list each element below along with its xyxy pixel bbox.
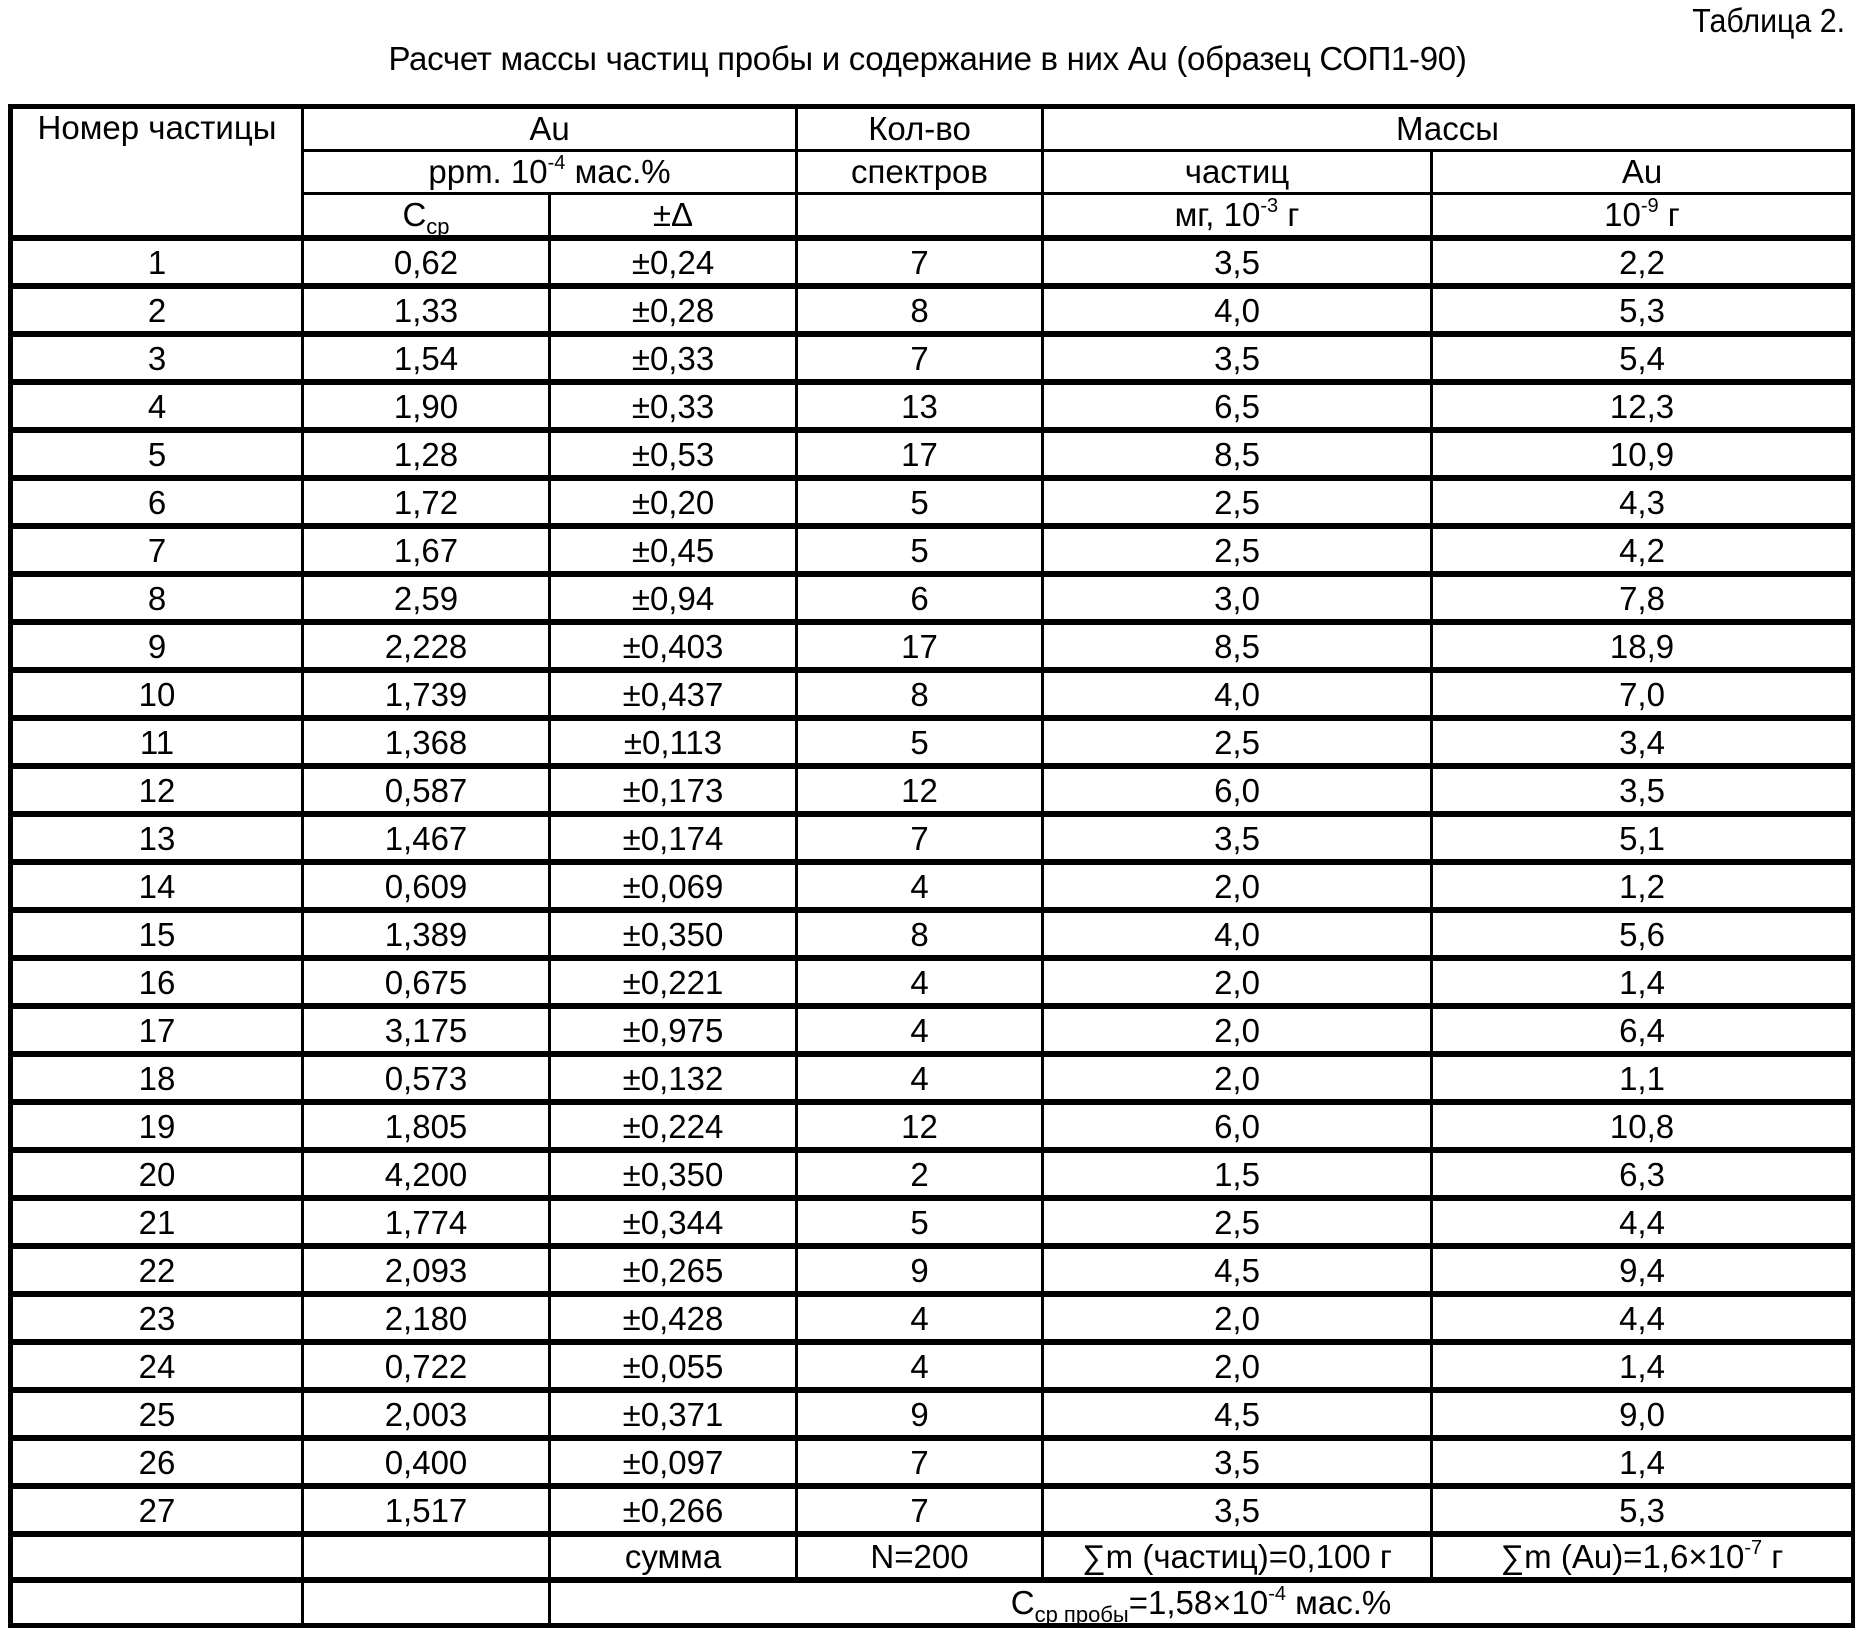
cell-au-mass: 6,3 [1432,1150,1854,1198]
cell-c-avg: 2,093 [303,1246,550,1294]
cell-particle-mass: 8,5 [1043,430,1432,478]
cell-delta: ±0,055 [550,1342,797,1390]
cell-delta: ±0,224 [550,1102,797,1150]
cell-particle-mass: 2,0 [1043,1294,1432,1342]
cell-particle-number: 24 [11,1342,303,1390]
cell-particle-number: 6 [11,478,303,526]
cell-particle-mass: 3,5 [1043,1486,1432,1534]
cell-particle-mass: 2,0 [1043,862,1432,910]
cell-au-mass: 1,4 [1432,958,1854,1006]
cell-c-avg: 1,33 [303,286,550,334]
cell-particle-mass: 4,5 [1043,1390,1432,1438]
cell-spectra-count: 8 [797,670,1043,718]
cell-au-mass: 12,3 [1432,382,1854,430]
cell-particle-mass: 6,5 [1043,382,1432,430]
cell-spectra-count: 13 [797,382,1043,430]
cell-spectra-count: 5 [797,478,1043,526]
cell-particle-number: 9 [11,622,303,670]
table-row [11,1198,1854,1246]
cell-particle-number: 23 [11,1294,303,1342]
table-row [11,1342,1854,1390]
cell-spectra-count: 7 [797,334,1043,382]
table-row [11,238,1854,286]
cell-delta: ±0,173 [550,766,797,814]
cell-particle-mass: 3,5 [1043,1438,1432,1486]
table-row [11,478,1854,526]
cell-delta: ±0,069 [550,862,797,910]
cell-particle-mass: 2,5 [1043,526,1432,574]
cell-spectra-count: 9 [797,1246,1043,1294]
table-row [11,814,1854,862]
header-au-mass-units: $10^{-9}$ г [1432,194,1854,239]
cell-particle-number: 14 [11,862,303,910]
summary-sum-au: ∑m $(Au)=1,6\times 10^{-7}$ г [1432,1534,1854,1580]
cell-au-mass: 5,6 [1432,910,1854,958]
cell-delta: ±0,24 [550,238,797,286]
table-row [11,382,1854,430]
cell-au-mass: 7,8 [1432,574,1854,622]
sample-average-concentration: $C_{ср пробы}=1,58\times 10^{-4}$ мас.% [550,1580,1854,1626]
cell-delta: ±0,20 [550,478,797,526]
cell-particle-number: 1 [11,238,303,286]
table-row [11,1102,1854,1150]
cell-particle-mass: 8,5 [1043,622,1432,670]
cell-c-avg: 1,389 [303,910,550,958]
cell-particle-mass: 3,5 [1043,334,1432,382]
cell-particle-number: 20 [11,1150,303,1198]
summary-sum-particles: ∑m (частиц)=0,100 г [1043,1534,1432,1580]
cell-spectra-count: 4 [797,958,1043,1006]
cell-particle-mass: 1,5 [1043,1150,1432,1198]
table-row [11,1438,1854,1486]
cell-au-mass: 5,3 [1432,286,1854,334]
cell-spectra-count: 6 [797,574,1043,622]
cell-delta: ±0,975 [550,1006,797,1054]
cell-au-mass: 1,4 [1432,1342,1854,1390]
cell-delta: ±0,94 [550,574,797,622]
cell-delta: ±0,097 [550,1438,797,1486]
cell-au-mass: 4,3 [1432,478,1854,526]
cell-au-mass: 2,2 [1432,238,1854,286]
table-row [11,334,1854,382]
cell-c-avg: 1,467 [303,814,550,862]
cell-c-avg: 0,573 [303,1054,550,1102]
cell-c-avg: 1,805 [303,1102,550,1150]
cell-delta: ±0,45 [550,526,797,574]
cell-particle-mass: 2,5 [1043,718,1432,766]
cell-particle-mass: 2,0 [1043,1342,1432,1390]
cell-particle-mass: 6,0 [1043,766,1432,814]
cell-particle-number: 3 [11,334,303,382]
cell-c-avg: 0,587 [303,766,550,814]
cell-particle-number: 10 [11,670,303,718]
header-c-avg: $C_{ср}$ [303,194,550,239]
cell-spectra-count: 9 [797,1390,1043,1438]
cell-au-mass: 5,4 [1432,334,1854,382]
cell-spectra-count: 5 [797,718,1043,766]
cell-c-avg: 1,54 [303,334,550,382]
cell-c-avg: 1,517 [303,1486,550,1534]
cell-c-avg: 1,368 [303,718,550,766]
cell-particle-mass: 3,5 [1043,814,1432,862]
cell-delta: ±0,28 [550,286,797,334]
header-particles-units: мг, $10^{-3}$ г [1043,194,1432,239]
cell-delta: ±0,221 [550,958,797,1006]
cell-c-avg: 0,609 [303,862,550,910]
cell-spectra-count: 7 [797,814,1043,862]
header-delta: ±Δ [550,194,797,239]
cell-particle-number: 11 [11,718,303,766]
cell-au-mass: 3,5 [1432,766,1854,814]
sample-empty-2 [303,1580,550,1626]
cell-au-mass: 10,8 [1432,1102,1854,1150]
cell-c-avg: 0,62 [303,238,550,286]
cell-c-avg: 1,90 [303,382,550,430]
cell-au-mass: 5,1 [1432,814,1854,862]
cell-c-avg: 2,228 [303,622,550,670]
cell-au-mass: 7,0 [1432,670,1854,718]
table-row [11,1006,1854,1054]
cell-delta: ±0,371 [550,1390,797,1438]
cell-particle-mass: 2,0 [1043,958,1432,1006]
cell-au-mass: 5,3 [1432,1486,1854,1534]
cell-particle-number: 8 [11,574,303,622]
cell-c-avg: 2,180 [303,1294,550,1342]
particle-mass-table [8,104,1855,1628]
cell-particle-number: 13 [11,814,303,862]
cell-spectra-count: 8 [797,910,1043,958]
cell-particle-mass: 3,5 [1043,238,1432,286]
cell-au-mass: 3,4 [1432,718,1854,766]
cell-au-mass: 4,2 [1432,526,1854,574]
table-row [11,910,1854,958]
table-row [11,958,1854,1006]
table-row [11,574,1854,622]
cell-spectra-count: 2 [797,1150,1043,1198]
cell-au-mass: 10,9 [1432,430,1854,478]
cell-particle-number: 26 [11,1438,303,1486]
header-au-mass: Au [1432,151,1854,194]
summary-empty-2 [303,1534,550,1580]
table-title: Расчет массы частиц пробы и содержание в них Au (образец СОП1-90) [388,40,1467,77]
cell-au-mass: 9,4 [1432,1246,1854,1294]
table-number-label: Таблица 2. [1692,2,1845,39]
header-spectra-count: Кол-во [797,107,1043,151]
cell-delta: ±0,53 [550,430,797,478]
cell-particle-mass: 4,0 [1043,286,1432,334]
sample-average-row [11,1580,1854,1626]
summary-n-total: N=200 [797,1534,1043,1580]
cell-au-mass: 18,9 [1432,622,1854,670]
cell-delta: ±0,403 [550,622,797,670]
summary-row [11,1534,1854,1580]
cell-c-avg: 2,003 [303,1390,550,1438]
cell-c-avg: 3,175 [303,1006,550,1054]
table-row [11,1246,1854,1294]
table-row [11,1294,1854,1342]
header-au-units: ppm. $10^{-4}$ мас.% [303,151,797,194]
cell-particle-mass: 6,0 [1043,1102,1432,1150]
cell-au-mass: 6,4 [1432,1006,1854,1054]
table-row [11,430,1854,478]
cell-spectra-count: 7 [797,238,1043,286]
table-row [11,718,1854,766]
cell-particle-mass: 2,0 [1043,1054,1432,1102]
cell-au-mass: 4,4 [1432,1198,1854,1246]
table-row [11,1486,1854,1534]
cell-particle-number: 16 [11,958,303,1006]
header-au-group: Au [303,107,797,151]
cell-particle-mass: 3,0 [1043,574,1432,622]
cell-spectra-count: 4 [797,862,1043,910]
cell-delta: ±0,266 [550,1486,797,1534]
table-row [11,622,1854,670]
summary-empty-1 [11,1534,303,1580]
cell-particle-number: 4 [11,382,303,430]
cell-particle-number: 5 [11,430,303,478]
cell-delta: ±0,174 [550,814,797,862]
cell-delta: ±0,33 [550,382,797,430]
cell-c-avg: 0,400 [303,1438,550,1486]
table-row [11,670,1854,718]
table-row [11,862,1854,910]
table-row [11,526,1854,574]
cell-spectra-count: 5 [797,1198,1043,1246]
cell-particle-number: 19 [11,1102,303,1150]
cell-delta: ±0,428 [550,1294,797,1342]
table-row [11,766,1854,814]
table-row [11,1390,1854,1438]
cell-particle-number: 2 [11,286,303,334]
cell-delta: ±0,350 [550,1150,797,1198]
cell-delta: ±0,132 [550,1054,797,1102]
cell-particle-number: 27 [11,1486,303,1534]
table-row [11,1054,1854,1102]
cell-particle-number: 15 [11,910,303,958]
cell-au-mass: 9,0 [1432,1390,1854,1438]
cell-spectra-count: 4 [797,1054,1043,1102]
cell-delta: ±0,344 [550,1198,797,1246]
cell-particle-mass: 2,5 [1043,478,1432,526]
cell-particle-number: 18 [11,1054,303,1102]
table-row [11,286,1854,334]
cell-au-mass: 4,4 [1432,1294,1854,1342]
cell-delta: ±0,350 [550,910,797,958]
cell-particle-number: 17 [11,1006,303,1054]
cell-particle-number: 21 [11,1198,303,1246]
header-masses-group: Массы [1043,107,1854,151]
cell-c-avg: 0,722 [303,1342,550,1390]
table-row [11,1150,1854,1198]
cell-particle-mass: 2,5 [1043,1198,1432,1246]
cell-particle-mass: 4,5 [1043,1246,1432,1294]
cell-c-avg: 2,59 [303,574,550,622]
header-particle-number: Номер частицы [11,107,303,239]
cell-particle-number: 7 [11,526,303,574]
cell-c-avg: 1,28 [303,430,550,478]
header-spectra-empty [797,194,1043,239]
cell-au-mass: 1,1 [1432,1054,1854,1102]
cell-delta: ±0,33 [550,334,797,382]
cell-c-avg: 4,200 [303,1150,550,1198]
cell-spectra-count: 4 [797,1342,1043,1390]
header-particles: частиц [1043,151,1432,194]
summary-sum-label: сумма [550,1534,797,1580]
cell-particle-mass: 4,0 [1043,910,1432,958]
cell-c-avg: 1,67 [303,526,550,574]
cell-spectra-count: 4 [797,1294,1043,1342]
cell-au-mass: 1,2 [1432,862,1854,910]
cell-c-avg: 1,739 [303,670,550,718]
cell-spectra-count: 17 [797,622,1043,670]
cell-particle-mass: 4,0 [1043,670,1432,718]
cell-particle-number: 12 [11,766,303,814]
cell-particle-mass: 2,0 [1043,1006,1432,1054]
cell-c-avg: 1,72 [303,478,550,526]
cell-spectra-count: 4 [797,1006,1043,1054]
cell-spectra-count: 12 [797,1102,1043,1150]
header-spectra-count-line2: спектров [797,151,1043,194]
cell-au-mass: 1,4 [1432,1438,1854,1486]
cell-spectra-count: 5 [797,526,1043,574]
cell-spectra-count: 8 [797,286,1043,334]
cell-delta: ±0,113 [550,718,797,766]
cell-particle-number: 22 [11,1246,303,1294]
sample-empty-1 [11,1580,303,1626]
cell-spectra-count: 7 [797,1438,1043,1486]
cell-spectra-count: 12 [797,766,1043,814]
cell-c-avg: 0,675 [303,958,550,1006]
cell-delta: ±0,265 [550,1246,797,1294]
cell-particle-number: 25 [11,1390,303,1438]
cell-c-avg: 1,774 [303,1198,550,1246]
cell-spectra-count: 7 [797,1486,1043,1534]
cell-delta: ±0,437 [550,670,797,718]
cell-spectra-count: 17 [797,430,1043,478]
